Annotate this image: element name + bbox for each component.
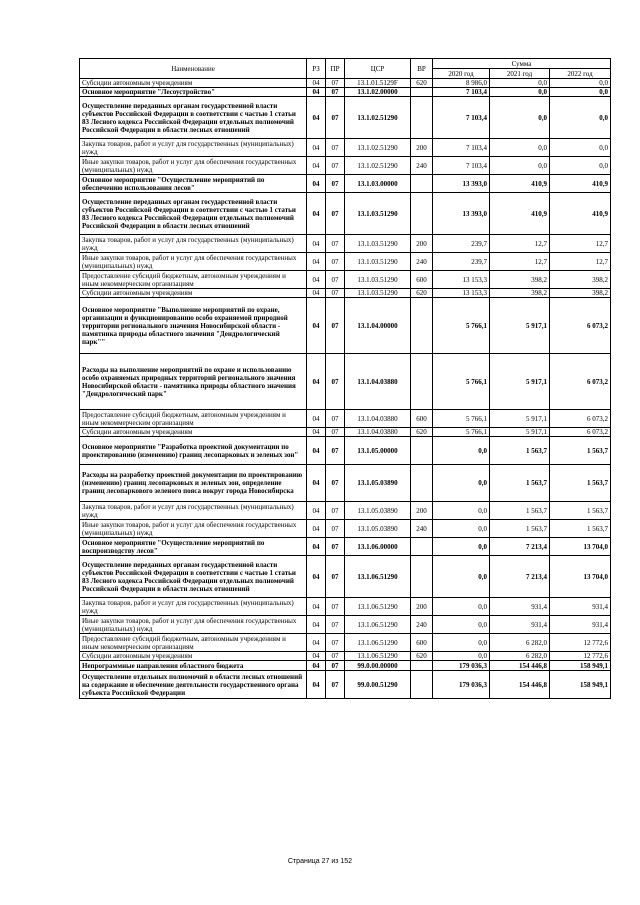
- row-csr-cell: 13.1.03.51290: [345, 289, 411, 298]
- row-2021-cell: 398,2: [490, 289, 550, 298]
- row-2021-cell: 1 563,7: [490, 520, 550, 538]
- row-2020-cell: 0,0: [433, 598, 490, 616]
- row-pr-cell: 07: [326, 502, 345, 520]
- table-row: [80, 428, 611, 437]
- row-pr-cell: 07: [326, 354, 345, 410]
- row-csr-cell: 13.1.05.00000: [345, 437, 411, 465]
- table-row: [80, 271, 611, 289]
- col-header-2022: 2022 год: [550, 69, 611, 79]
- row-rz-cell: 04: [307, 428, 326, 437]
- row-2022-cell: 0,0: [550, 88, 611, 97]
- row-rz-cell: 04: [307, 298, 326, 354]
- row-name-cell: Предоставление субсидий бюджетным, автономным учреждениям и иным некоммерческим организациям: [80, 271, 307, 289]
- col-header-rz: РЗ: [307, 59, 326, 79]
- row-vr-cell: 620: [411, 289, 433, 298]
- row-2022-cell: 931,4: [550, 598, 611, 616]
- col-header-pr: ПР: [326, 59, 345, 79]
- row-name-cell: Закупка товаров, работ и услуг для государственных (муниципальных) нужд: [80, 502, 307, 520]
- row-rz-cell: 04: [307, 253, 326, 271]
- row-name-cell: Закупка товаров, работ и услуг для государственных (муниципальных) нужд: [80, 598, 307, 616]
- table-row: [80, 661, 611, 671]
- row-2022-cell: 6 073,2: [550, 428, 611, 437]
- row-2020-cell: 239,7: [433, 253, 490, 271]
- row-rz-cell: 04: [307, 79, 326, 88]
- row-vr-cell: 240: [411, 253, 433, 271]
- row-2020-cell: 0,0: [433, 437, 490, 465]
- row-csr-cell: 13.1.04.00000: [345, 298, 411, 354]
- row-name-cell: Осуществление переданных органам государственной власти субъектов Российской Федерации в соответствии с частью 1 статьи 83 Лесного кодекса Российской Федерации отдельных полномочий Российской Федерации в области лесных отношений: [80, 97, 307, 139]
- row-2022-cell: 0,0: [550, 157, 611, 175]
- row-rz-cell: 04: [307, 410, 326, 428]
- row-rz-cell: 04: [307, 652, 326, 661]
- row-pr-cell: 07: [326, 661, 345, 671]
- table-row: [80, 253, 611, 271]
- row-name-cell: Закупка товаров, работ и услуг для государственных (муниципальных) нужд: [80, 235, 307, 253]
- row-pr-cell: 07: [326, 652, 345, 661]
- table-row: [80, 502, 611, 520]
- row-2020-cell: 0,0: [433, 465, 490, 502]
- row-2021-cell: 154 446,8: [490, 661, 550, 671]
- table-row: [80, 410, 611, 428]
- row-2021-cell: 5 917,1: [490, 354, 550, 410]
- row-2021-cell: 6 282,0: [490, 652, 550, 661]
- row-rz-cell: 04: [307, 193, 326, 235]
- row-2020-cell: 0,0: [433, 616, 490, 634]
- row-vr-cell: [411, 193, 433, 235]
- table-row: [80, 193, 611, 235]
- table-row: [80, 598, 611, 616]
- table-row: [80, 235, 611, 253]
- row-name-cell: Закупка товаров, работ и услуг для государственных (муниципальных) нужд: [80, 139, 307, 157]
- row-2020-cell: 7 103,4: [433, 139, 490, 157]
- row-rz-cell: 04: [307, 634, 326, 652]
- table-row: [80, 671, 611, 699]
- row-name-cell: Иные закупки товаров, работ и услуг для обеспечения государственных (муниципальных) нужд: [80, 616, 307, 634]
- row-name-cell: Расходы на выполнение мероприятий по охране и использованию особо охраняемых природных территорий регионального значения Новосибирской области - памятника природы областного значения "Дендрологический парк": [80, 354, 307, 410]
- row-rz-cell: 04: [307, 465, 326, 502]
- row-csr-cell: 13.1.06.51290: [345, 598, 411, 616]
- col-header-vr: ВР: [411, 59, 433, 79]
- row-pr-cell: 07: [326, 671, 345, 699]
- row-name-cell: Предоставление субсидий бюджетным, автономным учреждениям и иным некоммерческим организациям: [80, 634, 307, 652]
- table-row: [80, 465, 611, 502]
- row-2021-cell: 1 563,7: [490, 502, 550, 520]
- row-name-cell: Основное мероприятие "Выполнение мероприятий по охране, организации и функционированию особо охраняемой природной территории регионального значения Новосибирской области - памятника природы областного значения "Дендрологический парк"": [80, 298, 307, 354]
- row-2021-cell: 0,0: [490, 157, 550, 175]
- row-csr-cell: 13.1.03.00000: [345, 175, 411, 193]
- row-pr-cell: 07: [326, 616, 345, 634]
- row-csr-cell: 13.1.02.51290: [345, 157, 411, 175]
- row-name-cell: Иные закупки товаров, работ и услуг для обеспечения государственных (муниципальных) нужд: [80, 253, 307, 271]
- page-footer: Страница 27 из 152: [287, 858, 353, 865]
- row-2020-cell: 5 766,1: [433, 410, 490, 428]
- col-header-name: Наименование: [80, 59, 307, 79]
- row-2022-cell: 158 949,1: [550, 661, 611, 671]
- row-2020-cell: 5 766,1: [433, 354, 490, 410]
- row-name-cell: Осуществление отдельных полномочий в области лесных отношений на содержание и обеспечение деятельности государственного органа субъекта Российской Федерации: [80, 671, 307, 699]
- row-csr-cell: 13.1.05.03890: [345, 520, 411, 538]
- row-2020-cell: 13 393,0: [433, 175, 490, 193]
- row-vr-cell: 600: [411, 271, 433, 289]
- row-vr-cell: 620: [411, 428, 433, 437]
- table-row: [80, 520, 611, 538]
- row-2021-cell: 0,0: [490, 139, 550, 157]
- row-2022-cell: 12,7: [550, 253, 611, 271]
- row-csr-cell: 13.1.04.03880: [345, 410, 411, 428]
- row-2022-cell: 13 704,0: [550, 538, 611, 556]
- row-2020-cell: 0,0: [433, 538, 490, 556]
- row-2020-cell: 0,0: [433, 556, 490, 598]
- row-rz-cell: 04: [307, 289, 326, 298]
- row-name-cell: Осуществление переданных органам государственной власти субъектов Российской Федерации в соответствии с частью 1 статьи 83 Лесного кодекса Российской Федерации отдельных полномочий Российской Федерации в области лесных отношений: [80, 193, 307, 235]
- row-rz-cell: 04: [307, 616, 326, 634]
- row-rz-cell: 04: [307, 671, 326, 699]
- row-name-cell: Основное мероприятие "Разработка проектной документации по проектированию (изменению) границ лесопарковых и зеленых зон": [80, 437, 307, 465]
- row-vr-cell: 200: [411, 598, 433, 616]
- row-pr-cell: 07: [326, 598, 345, 616]
- row-2020-cell: 7 103,4: [433, 88, 490, 97]
- row-2021-cell: 410,9: [490, 175, 550, 193]
- row-rz-cell: 04: [307, 271, 326, 289]
- row-2020-cell: 13 153,3: [433, 289, 490, 298]
- row-2020-cell: 0,0: [433, 502, 490, 520]
- row-2021-cell: 154 446,8: [490, 671, 550, 699]
- row-pr-cell: 07: [326, 298, 345, 354]
- row-2022-cell: 0,0: [550, 97, 611, 139]
- row-pr-cell: 07: [326, 271, 345, 289]
- row-vr-cell: 240: [411, 157, 433, 175]
- row-vr-cell: [411, 556, 433, 598]
- table-row: [80, 175, 611, 193]
- row-2021-cell: 1 563,7: [490, 437, 550, 465]
- col-header-sum: Сумма: [433, 59, 611, 69]
- col-header-csr: ЦСР: [345, 59, 411, 79]
- row-2021-cell: 931,4: [490, 598, 550, 616]
- row-vr-cell: [411, 671, 433, 699]
- row-2022-cell: 1 563,7: [550, 502, 611, 520]
- row-csr-cell: 13.1.06.51290: [345, 616, 411, 634]
- row-rz-cell: 04: [307, 437, 326, 465]
- row-2020-cell: 13 153,3: [433, 271, 490, 289]
- row-vr-cell: 200: [411, 235, 433, 253]
- row-2022-cell: 398,2: [550, 271, 611, 289]
- row-2021-cell: 1 563,7: [490, 465, 550, 502]
- row-name-cell: Непрограммные направления областного бюджета: [80, 661, 307, 671]
- row-csr-cell: 13.1.03.51290: [345, 271, 411, 289]
- row-vr-cell: 620: [411, 79, 433, 88]
- budget-table: [79, 58, 611, 699]
- row-pr-cell: 07: [326, 289, 345, 298]
- row-csr-cell: 99.0.00.00000: [345, 661, 411, 671]
- table-row: [80, 88, 611, 97]
- row-2022-cell: 12 772,6: [550, 652, 611, 661]
- row-2021-cell: 7 213,4: [490, 556, 550, 598]
- row-name-cell: Осуществление переданных органам государственной власти субъектов Российской Федерации в соответствии с частью 1 статьи 83 Лесного кодекса Российской Федерации отдельных полномочий Российской Федерации в области лесных отношений: [80, 556, 307, 598]
- row-pr-cell: 07: [326, 410, 345, 428]
- table-row: [80, 157, 611, 175]
- row-csr-cell: 99.0.00.51290: [345, 671, 411, 699]
- row-vr-cell: [411, 538, 433, 556]
- row-csr-cell: 13.1.06.51290: [345, 556, 411, 598]
- table-row: [80, 79, 611, 88]
- row-pr-cell: 07: [326, 97, 345, 139]
- table-row: [80, 634, 611, 652]
- row-name-cell: Расходы на разработку проектной документации по проектированию (изменению) границ лесопарковых и зеленых зон, определение границ лесопаркового зеленого пояса вокруг города Новосибирска: [80, 465, 307, 502]
- row-2021-cell: 0,0: [490, 97, 550, 139]
- row-2020-cell: 7 103,4: [433, 97, 490, 139]
- row-2022-cell: 1 563,7: [550, 520, 611, 538]
- row-csr-cell: 13.1.03.51290: [345, 193, 411, 235]
- row-vr-cell: [411, 354, 433, 410]
- row-csr-cell: 13.1.03.51290: [345, 253, 411, 271]
- row-2021-cell: 5 917,1: [490, 298, 550, 354]
- row-rz-cell: 04: [307, 175, 326, 193]
- row-pr-cell: 07: [326, 465, 345, 502]
- table-row: [80, 538, 611, 556]
- row-pr-cell: 07: [326, 538, 345, 556]
- row-vr-cell: 240: [411, 616, 433, 634]
- row-csr-cell: 13.1.02.51290: [345, 97, 411, 139]
- col-header-2021: 2021 год: [490, 69, 550, 79]
- row-2022-cell: 410,9: [550, 193, 611, 235]
- row-2022-cell: 6 073,2: [550, 298, 611, 354]
- row-vr-cell: [411, 298, 433, 354]
- row-name-cell: Основное мероприятие "Лесоустройство": [80, 88, 307, 97]
- row-2020-cell: 179 036,3: [433, 671, 490, 699]
- row-2022-cell: 1 563,7: [550, 465, 611, 502]
- row-rz-cell: 04: [307, 520, 326, 538]
- row-2022-cell: 12 772,6: [550, 634, 611, 652]
- row-pr-cell: 07: [326, 556, 345, 598]
- row-vr-cell: [411, 661, 433, 671]
- row-2021-cell: 931,4: [490, 616, 550, 634]
- row-name-cell: Основное мероприятие "Осуществление мероприятий по воспроизводству лесов": [80, 538, 307, 556]
- row-2022-cell: 398,2: [550, 289, 611, 298]
- row-csr-cell: 13.1.04.03880: [345, 428, 411, 437]
- table-row: [80, 652, 611, 661]
- row-2020-cell: 0,0: [433, 520, 490, 538]
- row-2021-cell: 0,0: [490, 79, 550, 88]
- row-pr-cell: 07: [326, 175, 345, 193]
- row-name-cell: Основное мероприятие "Осуществление мероприятий по обеспечению использования лесов": [80, 175, 307, 193]
- row-rz-cell: 04: [307, 235, 326, 253]
- row-vr-cell: [411, 437, 433, 465]
- row-csr-cell: 13.1.03.51290: [345, 235, 411, 253]
- row-2021-cell: 12,7: [490, 235, 550, 253]
- row-rz-cell: 04: [307, 157, 326, 175]
- row-2022-cell: 13 704,0: [550, 556, 611, 598]
- row-2021-cell: 5 917,1: [490, 428, 550, 437]
- row-2022-cell: 1 563,7: [550, 437, 611, 465]
- row-2020-cell: 239,7: [433, 235, 490, 253]
- table-body: [80, 79, 611, 699]
- table-header: [80, 59, 611, 79]
- row-2021-cell: 6 282,0: [490, 634, 550, 652]
- table-row: [80, 298, 611, 354]
- row-vr-cell: 200: [411, 139, 433, 157]
- row-pr-cell: 07: [326, 79, 345, 88]
- row-2021-cell: 398,2: [490, 271, 550, 289]
- row-pr-cell: 07: [326, 428, 345, 437]
- row-2020-cell: 8 986,0: [433, 79, 490, 88]
- row-vr-cell: [411, 97, 433, 139]
- table-row: [80, 97, 611, 139]
- row-pr-cell: 07: [326, 520, 345, 538]
- row-pr-cell: 07: [326, 88, 345, 97]
- row-rz-cell: 04: [307, 556, 326, 598]
- row-vr-cell: 600: [411, 634, 433, 652]
- row-pr-cell: 07: [326, 193, 345, 235]
- row-2020-cell: 179 036,3: [433, 661, 490, 671]
- row-2022-cell: 158 949,1: [550, 671, 611, 699]
- row-name-cell: Субсидии автономным учреждениям: [80, 79, 307, 88]
- row-2020-cell: 0,0: [433, 634, 490, 652]
- table-row: [80, 354, 611, 410]
- row-csr-cell: 13.1.06.51290: [345, 652, 411, 661]
- row-name-cell: Субсидии автономным учреждениям: [80, 289, 307, 298]
- row-2020-cell: 0,0: [433, 652, 490, 661]
- row-name-cell: Субсидии автономным учреждениям: [80, 428, 307, 437]
- row-name-cell: Иные закупки товаров, работ и услуг для обеспечения государственных (муниципальных) нужд: [80, 157, 307, 175]
- row-pr-cell: 07: [326, 157, 345, 175]
- row-rz-cell: 04: [307, 88, 326, 97]
- row-2020-cell: 7 103,4: [433, 157, 490, 175]
- row-name-cell: Предоставление субсидий бюджетным, автономным учреждениям и иным некоммерческим организациям: [80, 410, 307, 428]
- col-header-2020: 2020 год: [433, 69, 490, 79]
- row-2021-cell: 5 917,1: [490, 410, 550, 428]
- row-pr-cell: 07: [326, 253, 345, 271]
- row-rz-cell: 04: [307, 139, 326, 157]
- row-2021-cell: 12,7: [490, 253, 550, 271]
- row-pr-cell: 07: [326, 437, 345, 465]
- row-pr-cell: 07: [326, 634, 345, 652]
- row-vr-cell: 240: [411, 520, 433, 538]
- row-2021-cell: 410,9: [490, 193, 550, 235]
- row-2021-cell: 0,0: [490, 88, 550, 97]
- row-csr-cell: 13.1.05.03890: [345, 502, 411, 520]
- table-row: [80, 437, 611, 465]
- row-rz-cell: 04: [307, 354, 326, 410]
- row-2020-cell: 5 766,1: [433, 428, 490, 437]
- row-rz-cell: 04: [307, 598, 326, 616]
- row-vr-cell: [411, 88, 433, 97]
- row-2022-cell: 931,4: [550, 616, 611, 634]
- row-2022-cell: 0,0: [550, 79, 611, 88]
- row-name-cell: Субсидии автономным учреждениям: [80, 652, 307, 661]
- row-2022-cell: 6 073,2: [550, 410, 611, 428]
- row-2022-cell: 6 073,2: [550, 354, 611, 410]
- row-2020-cell: 5 766,1: [433, 298, 490, 354]
- table-row: [80, 616, 611, 634]
- row-vr-cell: [411, 465, 433, 502]
- row-rz-cell: 04: [307, 97, 326, 139]
- row-csr-cell: 13.1.05.03890: [345, 465, 411, 502]
- row-2022-cell: 410,9: [550, 175, 611, 193]
- row-csr-cell: 13.1.02.00000: [345, 88, 411, 97]
- row-csr-cell: 13.1.06.51290: [345, 634, 411, 652]
- row-vr-cell: 200: [411, 502, 433, 520]
- row-rz-cell: 04: [307, 502, 326, 520]
- row-csr-cell: 13.1.06.00000: [345, 538, 411, 556]
- row-2022-cell: 12,7: [550, 235, 611, 253]
- row-csr-cell: 13.1.02.51290: [345, 139, 411, 157]
- row-csr-cell: 13.1.04.03880: [345, 354, 411, 410]
- row-2022-cell: 0,0: [550, 139, 611, 157]
- row-vr-cell: 620: [411, 652, 433, 661]
- row-vr-cell: 600: [411, 410, 433, 428]
- row-rz-cell: 04: [307, 661, 326, 671]
- row-2021-cell: 7 213,4: [490, 538, 550, 556]
- row-vr-cell: [411, 175, 433, 193]
- row-pr-cell: 07: [326, 139, 345, 157]
- row-2020-cell: 13 393,0: [433, 193, 490, 235]
- table-row: [80, 556, 611, 598]
- row-csr-cell: 13.1.01.5129F: [345, 79, 411, 88]
- row-rz-cell: 04: [307, 538, 326, 556]
- table-row: [80, 289, 611, 298]
- table-row: [80, 139, 611, 157]
- row-name-cell: Иные закупки товаров, работ и услуг для обеспечения государственных (муниципальных) нужд: [80, 520, 307, 538]
- row-pr-cell: 07: [326, 235, 345, 253]
